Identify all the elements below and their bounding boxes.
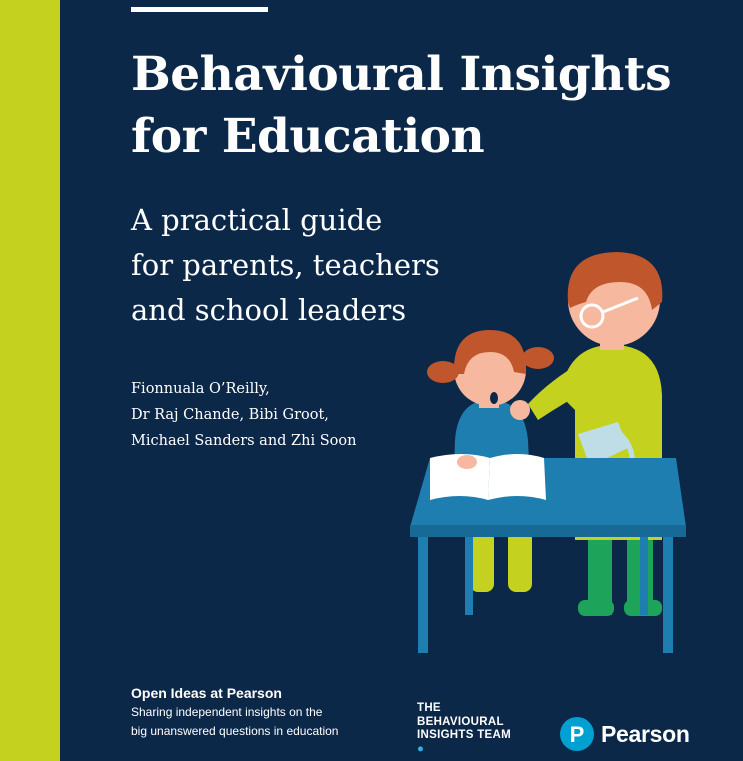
cover-subtitle-line: A practical guide bbox=[131, 203, 383, 237]
bit-logo-line bbox=[417, 729, 511, 756]
pearson-logo bbox=[560, 716, 690, 752]
cover-subtitle-line: for parents, teachers bbox=[131, 248, 440, 282]
authors-line: Fionnuala O’Reilly, bbox=[131, 381, 270, 397]
pearson-wordmark: Pearson bbox=[601, 720, 690, 747]
parent-child-reading-illustration bbox=[400, 250, 690, 660]
bit-logo-line-text: INSIGHTS TEAM bbox=[417, 729, 511, 741]
authors-line: Dr Raj Chande, Bibi Groot, bbox=[131, 407, 329, 423]
cover-title-line: for Education bbox=[131, 109, 485, 164]
authors-line: Michael Sanders and Zhi Soon bbox=[131, 433, 357, 449]
open-book bbox=[430, 454, 546, 500]
cover-subtitle bbox=[131, 198, 440, 333]
series-info bbox=[131, 683, 338, 741]
authors-list bbox=[131, 376, 356, 454]
top-rule bbox=[131, 7, 268, 12]
bit-dot-icon: ● bbox=[417, 742, 425, 755]
behavioural-insights-team-logo bbox=[417, 702, 511, 756]
series-description-line: big unanswered questions in education bbox=[131, 724, 339, 738]
series-description-line: Sharing independent insights on the bbox=[131, 705, 323, 719]
cover-title-line: Behavioural Insights bbox=[131, 47, 672, 102]
pearson-icon-letter: P bbox=[569, 722, 585, 747]
pearson-p-icon bbox=[560, 717, 594, 751]
cover-subtitle-line: and school leaders bbox=[131, 293, 407, 327]
bit-logo-line: BEHAVIOURAL bbox=[417, 715, 504, 728]
side-accent-bar bbox=[0, 0, 60, 761]
bit-logo-line: THE bbox=[417, 702, 441, 714]
series-title: Open Ideas at Pearson bbox=[131, 685, 282, 701]
cover-title bbox=[131, 44, 731, 168]
